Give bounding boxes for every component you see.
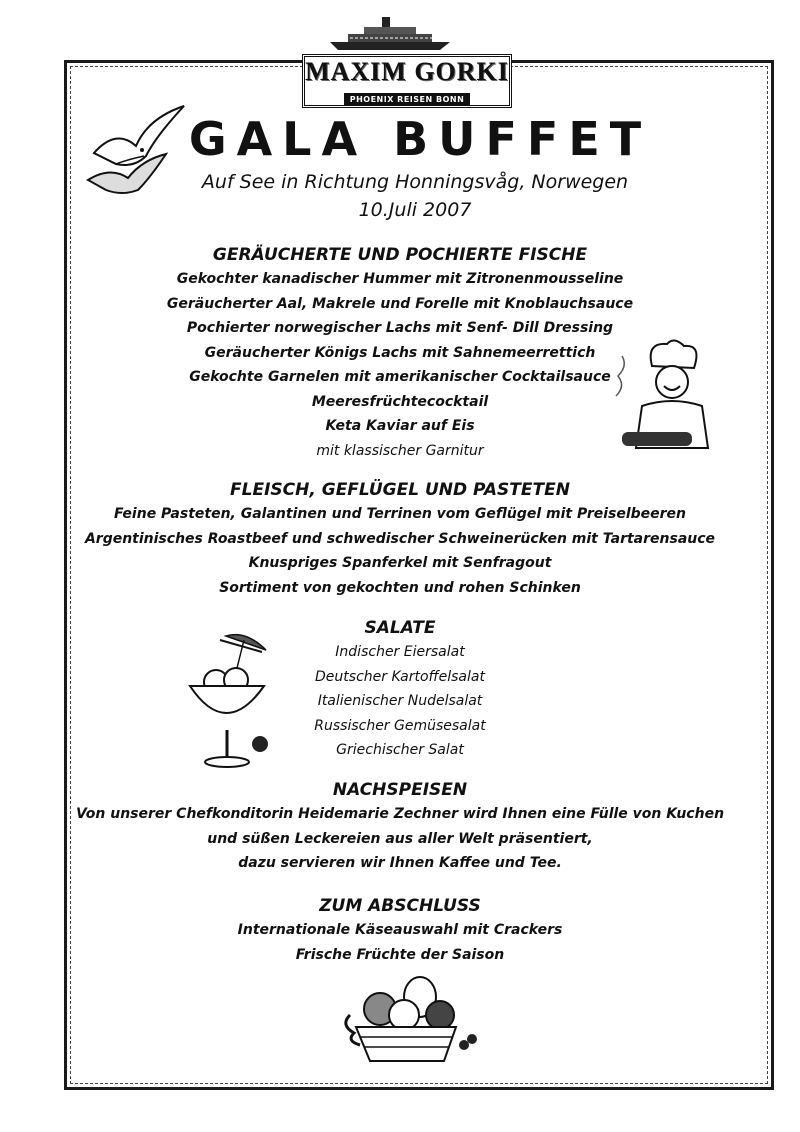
section-desserts <box>0 778 800 876</box>
menu-item: Italienischer Nudelsalat <box>317 693 483 709</box>
section-salads <box>0 616 800 763</box>
menu-item: und süßen Leckereien aus aller Welt präsentiert, <box>207 830 593 847</box>
menu-item: Meeresfrüchtecocktail <box>311 393 489 410</box>
menu-item: Von unserer Chefkonditorin Heidemarie Zechner wird Ihnen eine Fülle von Kuchen <box>75 806 725 822</box>
menu-item: Geräucherter Aal, Makrele und Forelle mit Knoblauchsauce <box>166 295 634 312</box>
logo-subtitle: PHOENIX REISEN BONN <box>344 93 471 106</box>
menu-item: Keta Kaviar auf Eis <box>325 418 475 434</box>
menu-item: Sortiment von gekochten und rohen Schinken <box>219 579 581 596</box>
menu-date: 10.Juli 2007 <box>358 199 472 221</box>
page-title: GALA BUFFET <box>188 112 652 166</box>
menu-item: Geräucherter Königs Lachs mit Sahnemeerrettich <box>204 344 596 361</box>
fruit-basket-icon <box>320 975 490 1070</box>
ship-icon <box>320 12 460 52</box>
section-meat <box>0 478 800 600</box>
menu-item: Gekochter kanadischer Hummer mit Zitronenmousseline <box>176 271 624 287</box>
menu-item: Argentinisches Roastbeef und schwedischer Schweinerücken mit Tartarensauce <box>84 530 716 547</box>
ship-logo <box>302 54 512 108</box>
menu-item: Pochierter norwegischer Lachs mit Senf- Dill Dressing <box>186 320 614 336</box>
menu-item: Feine Pasteten, Galantinen und Terrinen vom Geflügel mit Preiselbeeren <box>113 506 687 522</box>
menu-item: Russischer Gemüsesalat <box>314 717 486 734</box>
voyage-subtitle: Auf See in Richtung Honningsvåg, Norwegen <box>201 171 629 193</box>
section-finale <box>0 894 800 967</box>
section-heading: SALATE <box>364 618 436 638</box>
section-heading: NACHSPEISEN <box>332 780 468 800</box>
menu-item: Frische Früchte der Saison <box>295 946 505 963</box>
menu-item: dazu servieren wir Ihnen Kaffee und Tee. <box>238 855 562 871</box>
section-heading: ZUM ABSCHLUSS <box>319 896 481 916</box>
logo-title: MAXIM GORKI <box>305 57 509 86</box>
menu-item: Knuspriges Spanferkel mit Senfragout <box>248 555 552 571</box>
menu-item: Internationale Käseauswahl mit Crackers <box>237 922 563 938</box>
menu-item: mit klassischer Garnitur <box>316 442 484 459</box>
menu-item: Gekochte Garnelen mit amerikanischer Cocktailsauce <box>189 369 611 385</box>
chef-icon <box>612 336 722 466</box>
menu-item: Griechischer Salat <box>336 742 464 758</box>
menu-item: Deutscher Kartoffelsalat <box>315 668 485 685</box>
menu-item: Indischer Eiersalat <box>335 644 465 660</box>
section-heading: GERÄUCHERTE UND POCHIERTE FISCHE <box>212 245 588 265</box>
section-heading: FLEISCH, GEFLÜGEL UND PASTETEN <box>230 480 570 500</box>
